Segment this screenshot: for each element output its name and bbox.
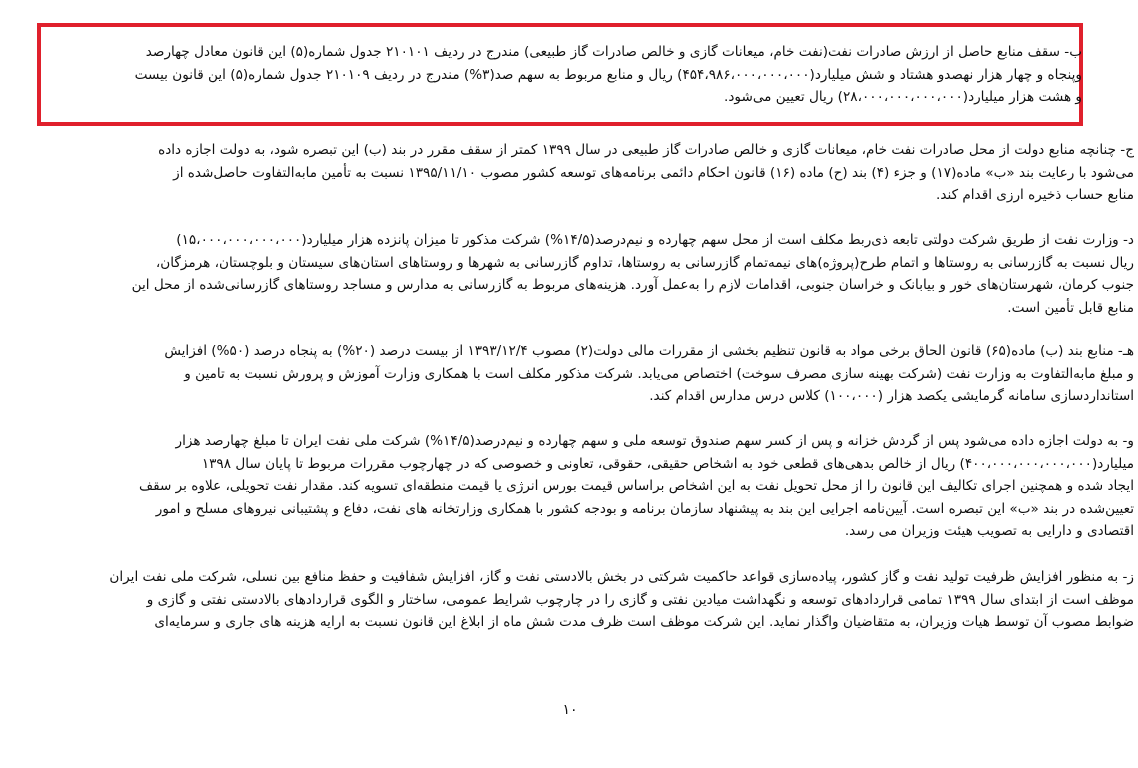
paragraph-b <box>62 41 1082 109</box>
paragraph-line: استانداردسازی سامانه گرمایشی یکصد هزار (۱۰۰،۰۰۰) کلاس درس مدارس اقدام کند. <box>649 388 1134 404</box>
paragraph-line: می‌شود با رعایت بند «ب» ماده(۱۷) و جزء (۴) بند (ح) ماده (۱۶) قانون احکام دائمی برنامه‌های توسعه‌ کشور مصوب ۱۳۹۵/۱۱/۱۰ نسبت به تأمین مابه‌التفاوت حاصل‌شده از <box>173 164 1134 181</box>
paragraph-line: ایجاد شده و همچنین اجرای تکالیف این قانون را از محل تحویل نفت به این اشخاص براساس قیمت بورس انرژی یا قیمت منطقه‌ای تسویه کند. مقدار نفت تحویلی، علاوه بر سقف <box>139 478 1134 494</box>
paragraph-line: جنوب کرمان، شهرستان‌های خور و بیابانک و خراسان جنوبی، اقدامات لازم را به‌عمل آورد. هزینه‌های مربوط به گازرسانی به مدارس و مساجد روستاهای گازرسانی‌شده از محل این <box>131 277 1134 293</box>
paragraph-line: ضوابط مصوب آن توسط هیات وزیران، به متقاضیان واگذار نماید. این شرکت موظف است ظرف مدت شش ماه از ابلاغ این قانون نسبت به ارایه هزینه های جاری و سرمایه‌ای <box>154 614 1134 630</box>
paragraph-line: ب- سقف منابع حاصل از ارزش صادرات نفت(نفت خام، میعانات گازی و خالص صادرات گاز طبیعی) مندرج در ردیف ۲۱۰۱۰۱ جدول شماره(۵) این قانون معادل چهارصد <box>145 44 1082 60</box>
paragraph-d <box>100 229 1134 319</box>
paragraph-line: ج- چنانچه منابع دولت از محل صادرات نفت خام، میعانات گازی و خالص صادرات گاز طبیعی در سال ۱۳۹۹ کمتر از سقف مقرر در بند (ب) این تبصره شود، به دولت اجازه داده <box>158 142 1134 158</box>
paragraph-line: منابع قابل تأمین است. <box>1007 299 1134 316</box>
paragraph-line: موظف است از ابتدای سال ۱۳۹۹ تمامی قراردادهای توسعه و نگهداشت میادین نفتی و گازی را در چارچوب شرایط عمومی، ساختار و الگوی قراردادهای بالادستی نفتی و گازی و <box>146 591 1134 608</box>
paragraph-h <box>100 340 1134 408</box>
paragraph-line: میلیارد(۴۰۰،۰۰۰،۰۰۰،۰۰۰،۰۰۰) ریال از خالص بدهی‌های قطعی خود به اشخاص حقیقی، حقوقی، تعاونی و خصوصی که در چهارچوب مقررات مربوط تا پایان سال ۱۳۹۸ <box>201 455 1134 472</box>
paragraph-z <box>100 566 1134 634</box>
paragraph-j <box>100 139 1134 207</box>
paragraph-line: د- وزارت نفت از طریق شرکت دولتی تابعه ذی‌ربط مکلف است از محل سهم چهارده و نیم‌درصد(۱۴/۵%) شرکت مذکور تا میزان پانزده هزار میلیارد(۱۵،۰۰۰،۰۰۰،۰۰۰،۰۰۰) <box>176 232 1134 248</box>
paragraph-line: ز- به منظور افزایش ظرفیت تولید نفت و گاز کشور، پیاده‌سازی قواعد حاکمیت شرکتی در بخش بالادستی نفت و گاز، افزایش شفافیت و حفظ منافع بین نسلی، شرکت ملی نفت ایران <box>109 569 1134 585</box>
paragraph-line: منابع حساب ذخیره ارزی اقدام کند. <box>936 187 1134 203</box>
paragraph-line: اقتصادی و دارایی به تصویب هیئت وزیران می رسد. <box>844 523 1134 539</box>
paragraph-line: و هشت هزار میلیارد(۲۸،۰۰۰،۰۰۰،۰۰۰،۰۰۰) ریال تعیین می‌شود. <box>724 89 1082 105</box>
paragraph-v <box>100 430 1134 543</box>
paragraph-line: وپنجاه و چهار هزار نهصدو هشتاد و شش میلیارد(۴۵۴،۹۸۶،۰۰۰،۰۰۰،۰۰۰) ریال و منابع مربوط به سهم صد(۳%) مندرج در ردیف ۲۱۰۱۰۹ جدول شماره(۵) این قانون بیست <box>134 66 1082 83</box>
paragraph-line: و- به دولت اجازه داده می‌شود پس از گردش خزانه و پس از کسر سهم صندوق توسعه ملی و سهم چهارده و نیم‌درصد(۱۴/۵%) شرکت ملی نفت ایران تا مبلغ چهارصد هزار <box>175 433 1134 449</box>
page-number: ۱۰ <box>562 702 578 718</box>
paragraph-line: ریال نسبت به گازرسانی به روستاها و اتمام طرح(پروژه)های نیمه‌تمام گازرسانی به روستاها، تداوم گازرسانی به شهرها و روستاهای استان‌های سیستان و بلوچستان، هرمزگان، <box>155 254 1134 271</box>
paragraph-line: و مبلغ مابه‌التفاوت به وزارت نفت (شرکت بهینه سازی مصرف سوخت) اختصاص می‌یابد. شرکت مذکور مکلف است با همکاری وزارت آموزش و پرورش نسبت به تامین و <box>184 365 1134 382</box>
paragraph-line: هـ- منابع بند (ب) ماده(۶۵) قانون الحاق برخی مواد به قانون تنظیم بخشی از مقررات مالی دولت(۲) مصوب ۱۳۹۳/۱۲/۴ از بیست درصد (۲۰%) به پنجاه درصد (۵۰%) افزایش <box>164 343 1134 359</box>
paragraph-line: تعیین‌شده در بند «ب» این تبصره است. آیین‌نامه اجرایی این بند به پیشنهاد سازمان برنامه و بودجه کشور با همکاری وزارتخانه های نفت، دفاع و پشتیبانی نیروهای مسلح و امور <box>155 500 1134 517</box>
